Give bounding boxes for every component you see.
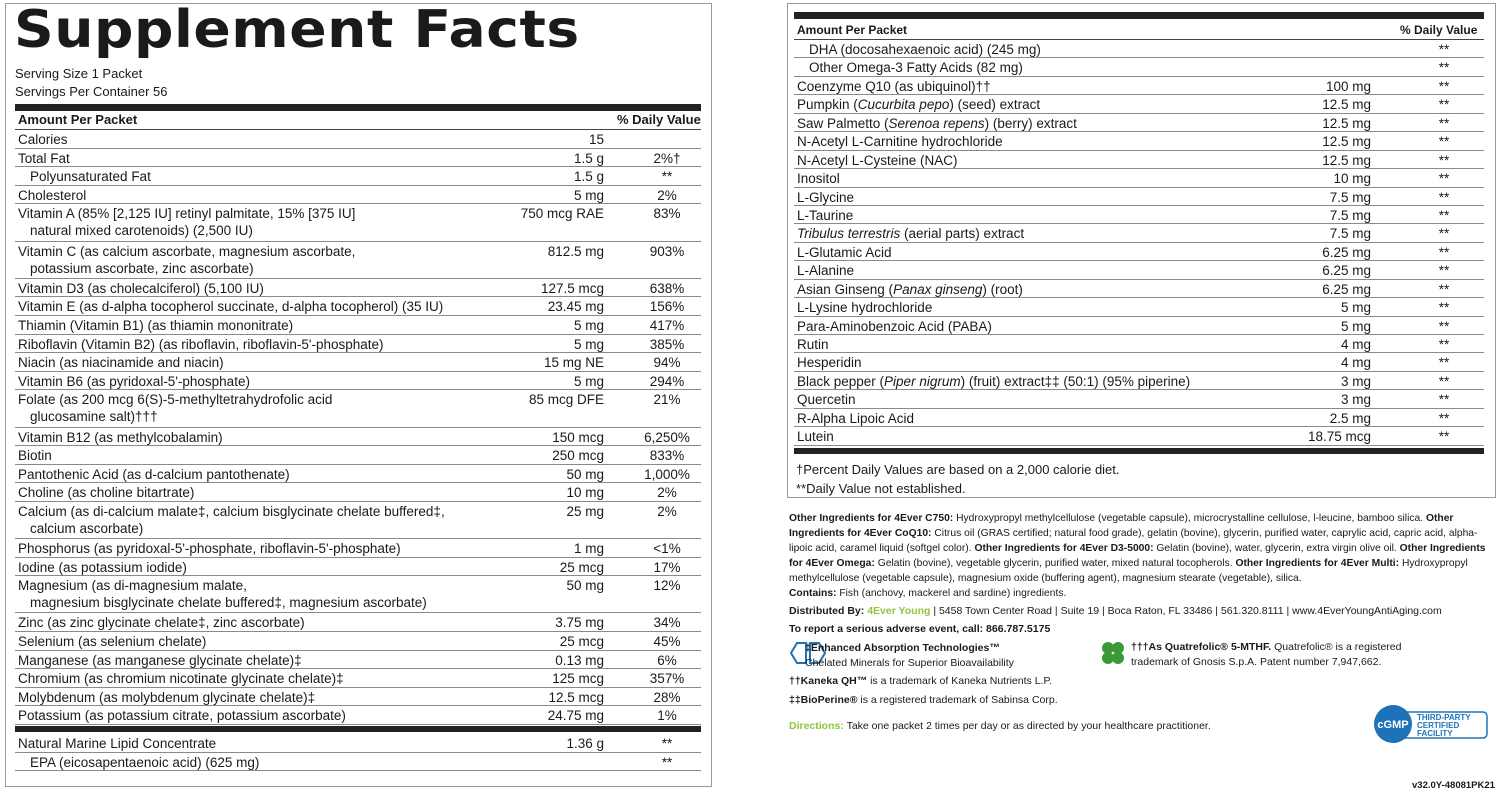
eat-text: Chelated Minerals for Superior Bioavailability [805,657,1014,669]
nutrient-dv: 6,250% [644,429,690,445]
nutrient-amount: 25 mg [566,503,604,519]
table-row [15,428,701,447]
table-row [15,204,701,241]
table-row [794,114,1484,132]
cgmp-badge [1373,704,1491,744]
nutrient-name: Thiamin (Vitamin B1) (as thiamin mononitrate) [18,317,294,333]
table-row [794,261,1484,279]
nutrient-dv: 417% [649,317,685,333]
nutrient-dv: 1,000% [644,466,690,482]
nutrient-name: L-Glycine [797,189,855,205]
cgmp-line2: CERTIFIED [1417,721,1460,730]
adverse-event: To report a serious adverse event, call: 866.787.5175 [789,623,1051,635]
nutrient-dv: ** [1438,373,1450,389]
nutrient-amount: 812.5 mg [547,243,604,259]
nutrient-dv: 638% [649,280,685,296]
table-row [794,317,1484,335]
nutrient-name: Vitamin C (as calcium ascorbate, magnesium ascorbate, potassium ascorbate, zinc ascorbate) [18,243,356,276]
nutrient-dv: 294% [649,373,685,389]
nutrient-amount: 7.5 mg [1329,207,1371,223]
table-row [794,58,1484,76]
table-row [794,335,1484,353]
nutrient-dv: ** [1438,226,1450,242]
nutrient-dv: ** [1438,318,1450,334]
nutrient-dv: ** [1438,410,1450,426]
nutrient-amount: 23.45 mg [547,299,604,315]
nutrient-amount: 50 mg [566,466,604,482]
nutrient-amount: 6.25 mg [1322,244,1371,260]
cgmp-line1: THIRD-PARTY [1417,713,1471,722]
oi-c750: Other Ingredients for 4Ever C750: Hydroxypropyl methylcellulose (vegetable capsule), microcrystalline cellulose, l-leucine, bamboo silica. [789,513,1424,524]
quatrefolic-line1: †††As Quatrefolic® 5-MTHF. Quatrefolic® is a registered [1131,641,1402,653]
table-row [794,353,1484,371]
nutrient-amount: 2.5 mg [1329,410,1371,426]
nutrient-name: Calcium (as di-calcium malate‡, calcium bisglycinate chelate buffered‡, calcium ascorbate) [18,503,445,536]
divider-thick-right-bottom [794,448,1484,454]
cgmp-line3: FACILITY [1417,729,1453,738]
table-row [15,149,701,168]
nutrient-dv: 833% [649,448,685,464]
nutrient-name: Biotin [18,448,52,464]
table-row [15,130,701,149]
nutrient-name: Selenium (as selenium chelate) [18,634,207,650]
nutrient-dv: ** [1438,97,1450,113]
nutrient-name: Lutein [797,429,834,445]
nutrient-name: Calories [18,132,68,147]
nutrient-dv: 21% [653,392,681,408]
nutrient-name: Other Omega-3 Fatty Acids (82 mg) [809,60,1023,76]
nutrient-dv: 34% [653,615,681,631]
table-row [15,316,701,335]
nutrient-name: Potassium (as potassium citrate, potassium ascorbate) [18,708,346,724]
nutrient-name: Vitamin B6 (as pyridoxal-5'-phosphate) [18,373,250,389]
nutrient-amount: 5 mg [573,373,604,389]
nutrient-dv: 6% [657,652,677,668]
table-row [15,706,701,725]
table-row [15,734,701,753]
nutrient-dv: ** [1438,355,1450,371]
table-row [794,77,1484,95]
table-row [794,169,1484,187]
nutrient-dv: ** [1438,263,1450,279]
table-row [15,186,701,205]
nutrient-dv: ** [1438,78,1450,94]
eat-label: ‡Enhanced Absorption Technologies™ [805,642,1000,654]
nutrient-dv: ** [1438,337,1450,352]
nutrient-dv: 2% [657,485,677,501]
nutrient-dv: 2% [657,187,677,203]
nutrient-amount: 10 mg [566,485,604,501]
divider-thick-right [794,12,1484,19]
table-row [15,688,701,707]
nutrient-name: Coenzyme Q10 (as ubiquinol)†† [797,78,991,94]
table-row [15,465,701,484]
nutrient-dv: 83% [653,206,681,222]
table-row [15,669,701,688]
table-row [794,132,1484,150]
dv-header: % Daily Value [617,112,701,127]
nutrient-amount: 100 mg [1325,78,1371,94]
nutrient-amount: 3.75 mg [555,615,604,631]
nutrient-amount: 125 mcg [552,671,604,687]
nutrient-amount: 12.5 mg [1322,152,1371,168]
nutrient-dv: ** [1438,244,1450,260]
nutrient-amount: 15 [588,132,604,147]
nutrient-amount: 4 mg [1340,337,1371,352]
nutrient-dv: ** [1438,60,1450,76]
nutrient-table-left-lipids [15,734,701,771]
nutrient-dv: ** [661,169,673,185]
nutrient-dv: ** [1438,115,1450,131]
nutrient-name: L-Lysine hydrochloride [797,300,933,316]
nutrient-amount: 5 mg [573,336,604,352]
nutrient-amount: 5 mg [1340,318,1371,334]
dv-header-right: % Daily Value [1400,23,1478,37]
nutrient-name: Quercetin [797,392,856,408]
oi-d3: Other Ingredients for 4Ever D3-5000: Gelatin (bovine), water, glycerin, extra virgin olive oil. [974,543,1397,554]
bioperine-note: ‡‡BioPerine® is a registered trademark of Sabinsa Corp. [789,694,1058,706]
table-row [794,298,1484,316]
nutrient-name: Saw Palmetto (Serenoa repens) (berry) extract [797,115,1077,131]
nutrient-amount: 7.5 mg [1329,226,1371,242]
table-row [794,40,1484,58]
contains: Contains: Fish (anchovy, mackerel and sardine) ingredients. [789,588,1067,599]
quatrefolic-line2: trademark of Gnosis S.p.A. Patent number 7,947,662. [1131,656,1382,668]
nutrient-amount: 12.5 mg [1322,97,1371,113]
table-row [794,188,1484,206]
nutrient-table-right [794,39,1484,446]
table-row [15,502,701,539]
oi-multi: Other Ingredients for 4Ever Multi: Hydroxypropyl methylcellulose (vegetable capsule), magnesium oxide (buffering agent), magnesium stearate (vegetable), silica. [789,558,1468,584]
nutrient-amount: 7.5 mg [1329,189,1371,205]
nutrient-amount: 85 mcg DFE [528,392,604,408]
nutrient-name: L-Glutamic Acid [797,244,892,260]
nutrient-name: Phosphorus (as pyridoxal-5'-phosphate, riboflavin-5'-phosphate) [18,541,401,557]
nutrient-name: Niacin (as niacinamide and niacin) [18,355,224,371]
table-row [15,353,701,372]
table-row [15,372,701,391]
nutrient-name: DHA (docosahexaenoic acid) (245 mg) [809,42,1041,57]
nutrient-amount: 250 mcg [552,448,604,464]
nutrient-table-left [15,129,701,725]
footnote-dv-not-established: **Daily Value not established. [796,481,966,496]
table-row [794,390,1484,408]
footnote-percent-dv: †Percent Daily Values are based on a 2,000 calorie diet. [796,462,1120,477]
nutrient-dv: 94% [653,355,681,371]
nutrient-dv: 17% [653,559,681,575]
nutrient-amount: 5 mg [573,317,604,333]
nutrient-amount: 12.5 mcg [548,689,604,705]
table-row [15,279,701,298]
table-row [794,151,1484,169]
table-row [15,753,701,772]
nutrient-dv: 1% [657,708,677,724]
nutrient-amount: 12.5 mg [1322,115,1371,131]
nutrient-name: Pumpkin (Cucurbita pepo) (seed) extract [797,97,1041,113]
nutrient-amount: 127.5 mcg [540,280,604,296]
nutrient-name: Vitamin D3 (as cholecalciferol) (5,100 IU) [18,280,264,296]
cgmp-label: cGMP [1377,719,1409,731]
servings-per-container: Servings Per Container 56 [15,84,168,99]
nutrient-amount: 24.75 mg [547,708,604,724]
nutrient-name: Zinc (as zinc glycinate chelate‡, zinc ascorbate) [18,615,305,631]
directions: Directions: Take one packet 2 times per day or as directed by your healthcare practitioner. [789,720,1211,732]
nutrient-amount: 25 mcg [559,559,604,575]
nutrient-name: Iodine (as potassium iodide) [18,559,187,575]
nutrient-name: Manganese (as manganese glycinate chelate)‡ [18,652,302,668]
nutrient-name: R-Alpha Lipoic Acid [797,410,915,426]
nutrient-name: N-Acetyl L-Carnitine hydrochloride [797,134,1003,150]
nutrient-dv: 385% [649,336,685,352]
amount-header: Amount Per Packet [18,112,138,127]
nutrient-name: L-Taurine [797,207,854,223]
nutrient-name: Choline (as choline bitartrate) [18,485,195,501]
nutrient-amount: 6.25 mg [1322,263,1371,279]
table-row [15,613,701,632]
nutrient-dv: ** [1438,171,1450,187]
nutrient-amount: 18.75 mcg [1307,429,1371,445]
divider-thick [15,104,701,111]
table-row [794,372,1484,390]
nutrient-amount: 5 mg [1340,300,1371,316]
nutrient-name: Vitamin A (85% [2,125 IU] retinyl palmitate, 15% [375 IU] natural mixed carotenoids) (2,500 IU) [18,206,356,239]
nutrient-dv: ** [1438,300,1450,316]
nutrient-dv: 2%† [653,150,681,166]
nutrient-name: Chromium (as chromium nicotinate glycinate chelate)‡ [18,671,344,687]
table-row [15,242,701,279]
nutrient-amount: 150 mcg [552,429,604,445]
table-row [15,335,701,354]
clover-icon [1100,640,1126,666]
oi-coq10: Other Ingredients for 4Ever CoQ10: Citrus oil (GRAS certified; natural food grade), gelatin (bovine), glycerin, purified water, caprylic acid, capric acid, alpha-lipoic acid, caramel liquid (softgel color). [789,513,1478,554]
nutrient-dv: ** [1438,189,1450,205]
nutrient-name: Hesperidin [797,355,862,371]
nutrient-amount: 3 mg [1340,392,1371,408]
nutrient-amount: 1.36 g [566,736,604,751]
nutrient-name: Vitamin B12 (as methylcobalamin) [18,429,223,445]
nutrient-dv: 156% [649,299,685,315]
nutrient-name: Molybdenum (as molybdenum glycinate chelate)‡ [18,689,316,705]
nutrient-name: Rutin [797,337,829,352]
table-row [794,243,1484,261]
nutrient-dv: ** [1438,134,1450,150]
nutrient-dv: ** [1438,281,1450,297]
table-row [15,539,701,558]
table-row [794,95,1484,113]
nutrient-name: Asian Ginseng (Panax ginseng) (root) [797,281,1023,297]
nutrient-amount: 1 mg [573,541,604,557]
nutrient-amount: 1.5 g [573,150,604,166]
nutrient-name: Cholesterol [18,187,87,203]
nutrient-amount: 12.5 mg [1322,134,1371,150]
nutrient-amount: 6.25 mg [1322,281,1371,297]
nutrient-name: Magnesium (as di-magnesium malate, magnesium bisglycinate chelate buffered‡, magnesium ascorbate) [18,578,427,611]
nutrient-name: Natural Marine Lipid Concentrate [18,736,217,751]
distributed-by: Distributed By: 4Ever Young | 5458 Town Center Road | Suite 19 | Boca Raton, FL 33486 | 561.320.8111 | www.4EverYoungAntiAging.com [789,605,1442,617]
nutrient-dv: ** [661,754,673,770]
table-row [15,390,701,427]
table-row [15,651,701,670]
nutrient-name: Polyunsaturated Fat [30,169,151,185]
nutrient-dv: 2% [657,503,677,519]
supplement-facts-panel-right [787,3,1496,498]
nutrient-dv: <1% [653,541,681,557]
divider-thick-2 [15,726,701,732]
supplement-facts-panel-left [5,0,712,787]
nutrient-name: Inositol [797,171,840,187]
nutrient-dv: 357% [649,671,685,687]
table-row [794,427,1484,445]
nutrient-dv: ** [1438,429,1450,445]
nutrient-amount: 10 mg [1333,171,1371,187]
nutrient-amount: 1.5 g [573,169,604,185]
table-row [15,167,701,186]
table-row [15,297,701,316]
table-row [794,409,1484,427]
nutrient-dv: ** [1438,42,1450,57]
nutrient-amount: 25 mcg [559,634,604,650]
table-row [15,558,701,577]
page-title: Supplement Facts [14,0,580,60]
nutrient-name: Vitamin E (as d-alpha tocopherol succinate, d-alpha tocopherol) (35 IU) [18,299,444,315]
nutrient-name: Total Fat [18,150,70,166]
nutrient-dv: 28% [653,689,681,705]
table-row [15,576,701,613]
nutrient-name: Riboflavin (Vitamin B2) (as riboflavin, riboflavin-5'-phosphate) [18,336,384,352]
nutrient-dv: 45% [653,634,681,650]
nutrient-name: N-Acetyl L-Cysteine (NAC) [797,152,958,168]
nutrient-amount: 15 mg NE [543,355,604,371]
other-ingredients [789,511,1495,601]
nutrient-name: Black pepper (Piper nigrum) (fruit) extract‡‡ (50:1) (95% piperine) [797,373,1191,389]
nutrient-dv: ** [661,736,673,751]
nutrient-name: Pantothenic Acid (as d-calcium pantothenate) [18,466,290,482]
table-row [794,224,1484,242]
nutrient-dv: 12% [653,578,681,594]
nutrient-dv: ** [1438,207,1450,223]
nutrient-amount: 750 mcg RAE [520,206,604,222]
nutrient-name: Tribulus terrestris (aerial parts) extract [797,226,1025,242]
nutrient-name: Para-Aminobenzoic Acid (PABA) [797,318,992,334]
nutrient-dv: ** [1438,392,1450,408]
nutrient-amount: 0.13 mg [555,652,604,668]
serving-size: Serving Size 1 Packet [15,66,143,81]
nutrient-amount: 4 mg [1340,355,1371,371]
nutrient-amount: 50 mg [566,578,604,594]
nutrient-dv: 903% [649,243,685,259]
table-row [15,632,701,651]
table-row [15,483,701,502]
kaneka-note: ††Kaneka QH™ is a trademark of Kaneka Nutrients L.P. [789,675,1053,687]
oi-omega: Other Ingredients for 4Ever Omega: Gelatin (bovine), vegetable glycerin, purified water, mixed natural tocopherols. [789,543,1486,569]
nutrient-name: Folate (as 200 mcg 6(S)-5-methyltetrahydrofolic acid glucosamine salt)††† [18,392,333,425]
nutrient-name: L-Alanine [797,263,855,279]
nutrient-name: EPA (eicosapentaenoic acid) (625 mg) [30,754,260,770]
table-row [794,206,1484,224]
table-row [15,446,701,465]
version-code: v32.0Y-48081PK21 [1412,780,1495,791]
nutrient-amount: 3 mg [1340,373,1371,389]
nutrient-amount: 5 mg [573,187,604,203]
amount-header-right: Amount Per Packet [797,23,908,37]
table-row [794,280,1484,298]
nutrient-dv: ** [1438,152,1450,168]
